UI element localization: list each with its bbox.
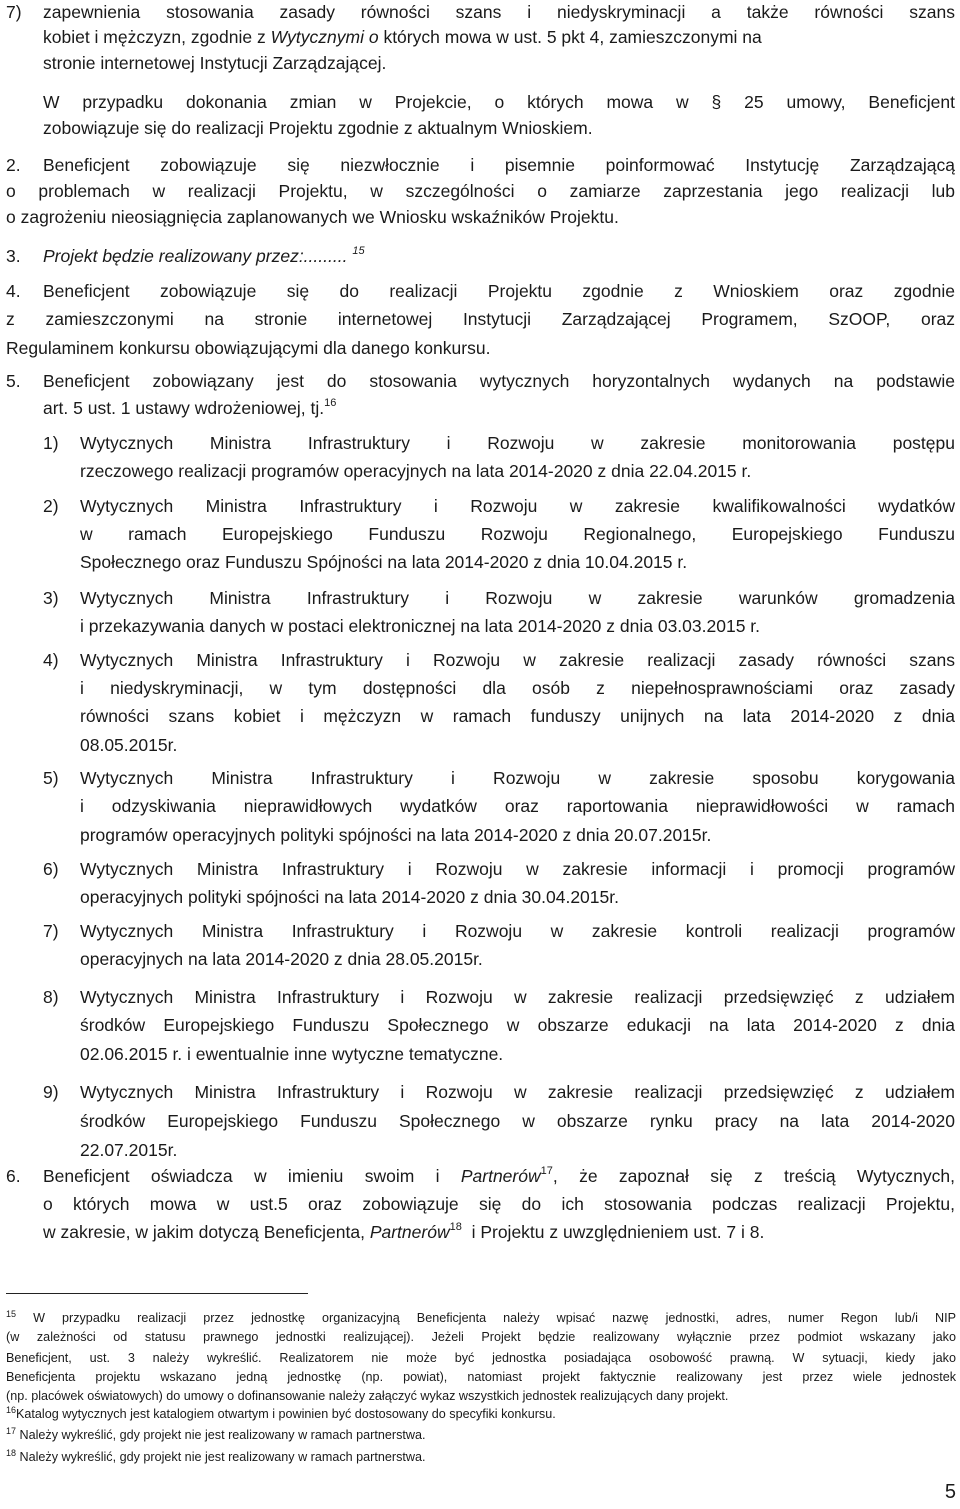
guideline-item-line: Wytycznych Ministra Infrastruktury i Rozwoju w zakresie sposobu korygowania	[80, 768, 955, 788]
section-5-line-1: Beneficjent zobowiązany jest do stosowania wytycznych horyzontalnych wydanych na podstawie	[43, 371, 955, 391]
guideline-item-number: 9)	[43, 1082, 59, 1102]
section-3-text	[43, 244, 365, 268]
guideline-item-line: rzeczowego realizacji programów operacyjnych na lata 2014-2020 z dnia 22.04.2015 r.	[80, 461, 752, 481]
changes-paragraph-line-2: zobowiązuje się do realizacji Projektu zgodnie z aktualnym Wnioskiem.	[43, 118, 593, 138]
list-item-7-line-3: stronie internetowej Instytucji Zarządzającej.	[43, 53, 387, 73]
footnote-number-15: 15	[6, 1309, 17, 1319]
footnote-number-16: 16	[6, 1405, 17, 1415]
guideline-item-number: 5)	[43, 768, 59, 788]
text-run: art. 5 ust. 1 ustawy wdrożeniowej, tj.	[43, 398, 325, 418]
section-6-number: 6.	[6, 1166, 21, 1186]
section-2-line-2: o problemach w realizacji Projektu, w szczególności o zamiarze zaprzestania jego realizacji lub	[6, 181, 955, 201]
section-4-line-3: Regulaminem konkursu obowiązującymi dla danego konkursu.	[6, 338, 491, 358]
page-number: 5	[944, 1481, 956, 1503]
guideline-item-line: 02.06.2015 r. i ewentualnie inne wytyczne tematyczne.	[80, 1044, 504, 1064]
guideline-item-line: operacyjnych na lata 2014-2020 z dnia 28.05.2015r.	[80, 949, 483, 969]
section-3-number: 3.	[6, 246, 21, 266]
guideline-item-line: w ramach Europejskiego Funduszu Rozwoju Regionalnego, Europejskiego Funduszu	[80, 524, 955, 544]
guideline-item-line: operacyjnych polityki spójności na lata 2014-2020 z dnia 30.04.2015r.	[80, 887, 619, 907]
footnote-ref-16: 16	[324, 397, 337, 409]
list-item-7-number: 7)	[6, 2, 22, 22]
wytyczne-italic: Wytycznymi o	[270, 27, 379, 47]
guideline-item-line: Wytycznych Ministra Infrastruktury i Rozwoju w zakresie kwalifikowalności wydatków	[80, 496, 955, 516]
guideline-item-number: 4)	[43, 650, 59, 670]
guideline-item-line: Wytycznych Ministra Infrastruktury i Rozwoju w zakresie realizacji przedsięwzięć z udziałem	[80, 987, 955, 1007]
guideline-item-line: i niedyskryminacji, w tym dostępności dla osób z niepełnosprawnościami oraz zasady	[80, 678, 955, 698]
footnote-separator	[6, 1293, 308, 1294]
text-run: których mowa w ust. 5 pkt 4, zamieszczonymi na	[383, 27, 762, 47]
guideline-item-number: 6)	[43, 859, 59, 879]
partnerow-italic: Partnerów	[369, 1222, 450, 1242]
guideline-item-line: Wytycznych Ministra Infrastruktury i Rozwoju w zakresie informacji i promocji programów	[80, 859, 955, 879]
changes-paragraph-line-1: W przypadku dokonania zmian w Projekcie, o których mowa w § 25 umowy, Beneficjent	[43, 92, 955, 112]
footnote-ref-17: 17	[540, 1165, 553, 1177]
guideline-item-line: i przekazywania danych w postaci elektronicznej na lata 2014-2020 z dnia 03.03.2015 r.	[80, 616, 761, 636]
section-4-line-1: Beneficjent zobowiązuje się do realizacji Projektu zgodnie z Wnioskiem oraz zgodnie	[43, 281, 955, 301]
text-run: Katalog wytycznych jest katalogiem otwartym i powinien być dostosowany do specyfiki konkursu.	[16, 1407, 556, 1421]
guideline-item-number: 2)	[43, 496, 59, 516]
section-2-line-1: Beneficjent zobowiązuje się niezwłocznie i pisemnie poinformować Instytucję Zarządzającą	[43, 155, 955, 175]
partnerow-italic: Partnerów	[460, 1166, 541, 1186]
text-run: kobiet i mężczyzn, zgodnie z	[43, 27, 266, 47]
guideline-item-line: i odzyskiwania nieprawidłowych wydatków oraz raportowania nieprawidłowości w ramach	[80, 796, 955, 816]
guideline-item-line: środków Europejskiego Funduszu Społecznego w obszarze rynku pracy na lata 2014-2020	[80, 1111, 955, 1131]
footnote-number-17: 17	[6, 1426, 17, 1436]
guideline-item-line: środków Europejskiego Funduszu Społecznego w obszarze edukacji na lata 2014-2020 z dnia	[80, 1015, 955, 1035]
text-run: Beneficjent oświadcza w imieniu swoim i	[43, 1166, 440, 1186]
text-run: Należy wykreślić, gdy projekt nie jest realizowany w ramach partnerstwa.	[19, 1428, 426, 1442]
text-run: W przypadku realizacji przez jednostkę organizacyjną Beneficjenta należy wpisać nazwę jednostki, adres, numer Regon lub/i NIP	[33, 1311, 957, 1325]
guideline-item-line: Wytycznych Ministra Infrastruktury i Rozwoju w zakresie realizacji przedsięwzięć z udziałem	[80, 1082, 955, 1102]
section-5-number: 5.	[6, 371, 21, 391]
list-item-7-line-2	[43, 25, 762, 49]
section-2-line-3: o zagrożeniu nieosiągnięcia zaplanowanych we Wniosku wskaźników Projektu.	[6, 207, 619, 227]
guideline-item-line: 22.07.2015r.	[80, 1140, 178, 1160]
guideline-item-line: Wytycznych Ministra Infrastruktury i Rozwoju w zakresie warunków gromadzenia	[80, 588, 955, 608]
text-run: Projekt będzie realizowany przez:.........	[43, 246, 348, 266]
footnote-15-line-5: (np. placówek oświatowych) do umowy o dofinansowanie należy załączyć wykaz wszystkich jednostek realizujących dany projekt.	[6, 1389, 729, 1403]
section-6-line-3	[43, 1220, 764, 1244]
footnote-ref-15: 15	[352, 245, 365, 257]
guideline-item-line: Wytycznych Ministra Infrastruktury i Rozwoju w zakresie realizacji zasady równości szans	[80, 650, 955, 670]
section-4-number: 4.	[6, 281, 21, 301]
footnote-17	[6, 1427, 425, 1443]
footnote-15-line-3: Beneficjent, ust. 3 należy wykreślić. Realizatorem nie może być jednostka posiadająca osobowość prawną. W sytuacji, kiedy jako	[6, 1351, 956, 1365]
section-6-line-2: o których mowa w ust.5 oraz zobowiązuje się do ich stosowania podczas realizacji Projektu,	[43, 1194, 955, 1214]
guideline-item-number: 3)	[43, 588, 59, 608]
footnote-15-line-4: Beneficjenta projektu wskazano jedną jednostkę (np. powiat), natomiast projekt faktycznie realizowany jest przez wiele jednostek	[6, 1370, 956, 1384]
guideline-item-number: 1)	[43, 433, 59, 453]
footnote-16	[6, 1406, 556, 1422]
guideline-item-line: Wytycznych Ministra Infrastruktury i Rozwoju w zakresie kontroli realizacji programów	[80, 921, 955, 941]
footnote-15-line-1	[6, 1310, 956, 1326]
section-4-line-2: z zamieszczonymi na stronie internetowej Instytucji Zarządzającej Programem, SzOOP, oraz	[6, 309, 955, 329]
guideline-item-line: równości szans kobiet i mężczyzn w ramach funduszy unijnych na lata 2014-2020 z dnia	[80, 706, 955, 726]
guideline-item-line: Społecznego oraz Funduszu Spójności na lata 2014-2020 z dnia 10.04.2015 r.	[80, 552, 688, 572]
text-run: w zakresie, w jakim dotyczą Beneficjenta,	[43, 1222, 365, 1242]
footnote-18	[6, 1449, 425, 1465]
guideline-item-line: Wytycznych Ministra Infrastruktury i Rozwoju w zakresie monitorowania postępu	[80, 433, 955, 453]
section-2-number: 2.	[6, 155, 21, 175]
footnote-15-line-2: (w zależności od statusu prawnego jednostki realizującej). Jeżeli Projekt będzie realizowany wyłącznie przez podmiot wskazany jako	[6, 1330, 956, 1344]
section-5-line-2	[43, 396, 336, 420]
text-run: Należy wykreślić, gdy projekt nie jest realizowany w ramach partnerstwa.	[19, 1450, 426, 1464]
guideline-item-number: 7)	[43, 921, 59, 941]
list-item-7-line-1: zapewnienia stosowania zasady równości szans i niedyskryminacji a także równości szans	[43, 2, 955, 22]
footnote-ref-18: 18	[449, 1221, 462, 1233]
text-run: , że zapoznał się z treścią Wytycznych,	[552, 1166, 955, 1186]
section-6-line-1	[43, 1164, 955, 1188]
guideline-item-line: 08.05.2015r.	[80, 735, 178, 755]
guideline-item-line: programów operacyjnych polityki spójności na lata 2014-2020 z dnia 20.07.2015r.	[80, 825, 712, 845]
guideline-item-number: 8)	[43, 987, 59, 1007]
text-run: i Projektu z uwzględnieniem ust. 7 i 8.	[471, 1222, 765, 1242]
footnote-number-18: 18	[6, 1448, 17, 1458]
